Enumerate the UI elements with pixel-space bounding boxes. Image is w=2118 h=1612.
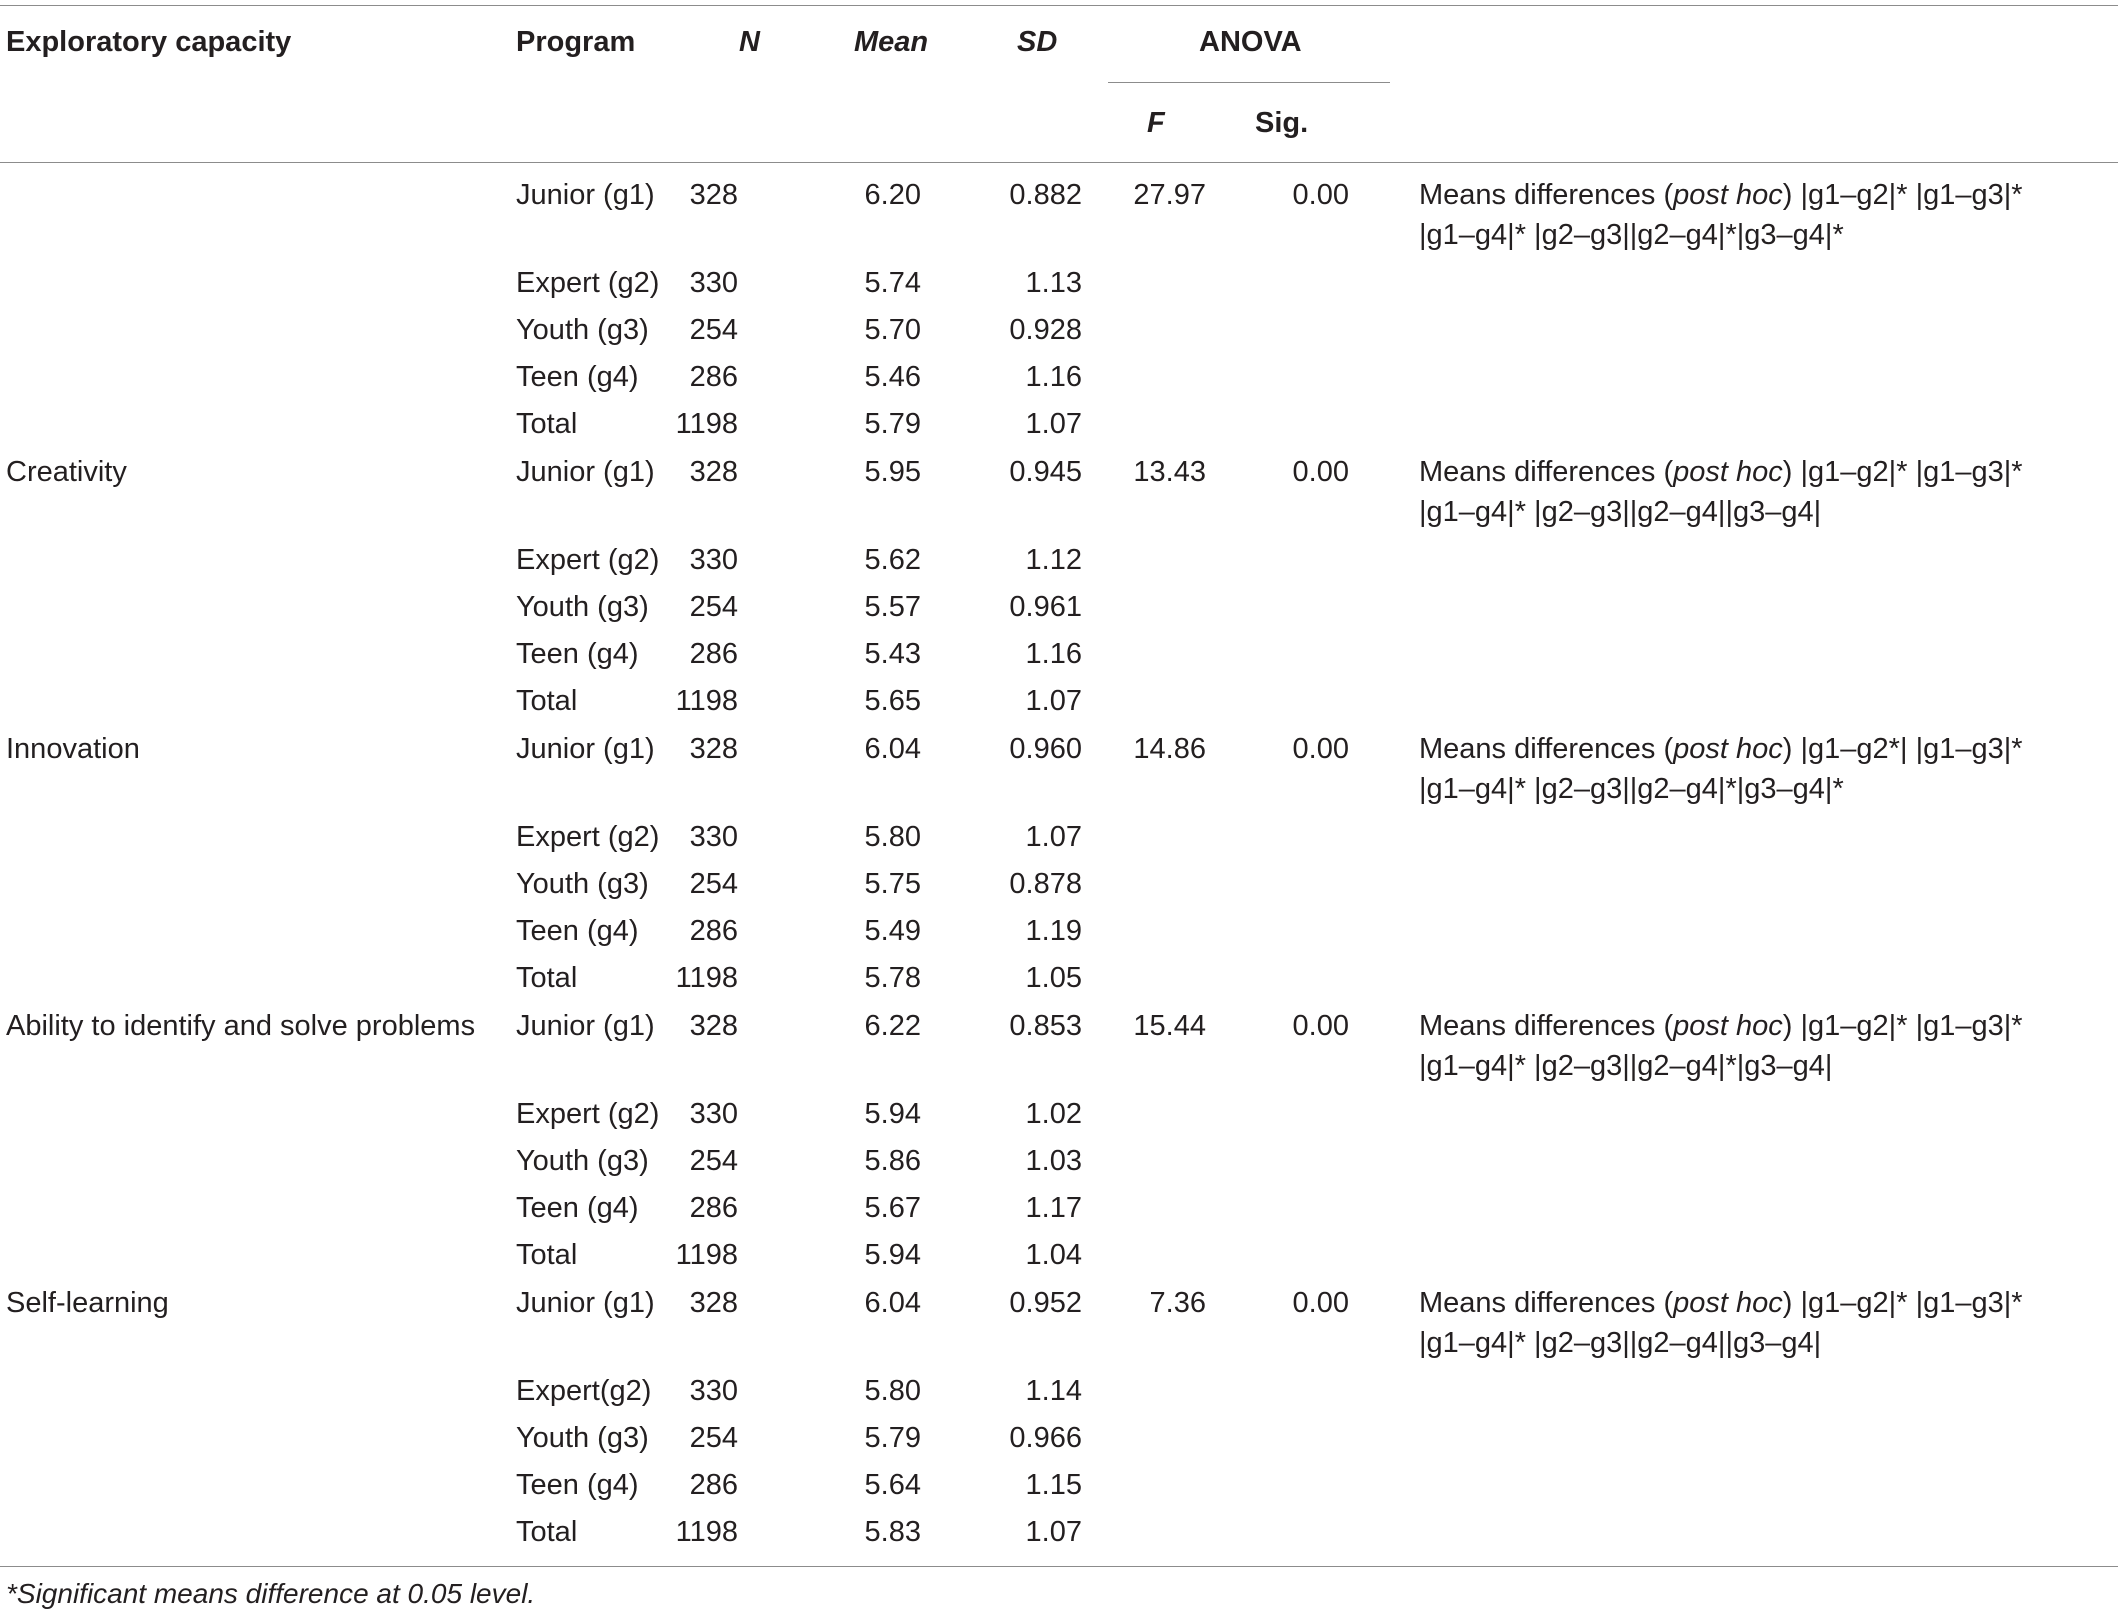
anova-f-value: 15.44: [1133, 1010, 1206, 1042]
n-cell: 286: [689, 1469, 738, 1501]
post-hoc-note-rest: ) |g1–g2|* |g1–g3|*: [1782, 1010, 2023, 1042]
post-hoc-note-line1: [1419, 1006, 2023, 1046]
program-cell: Youth (g3): [516, 314, 649, 346]
program-cell: Total: [516, 1239, 578, 1271]
anova-f-value: 14.86: [1133, 733, 1206, 765]
mean-cell: 5.79: [864, 1422, 921, 1454]
sd-cell: 1.07: [1025, 408, 1082, 440]
mean-cell: 5.86: [864, 1145, 921, 1177]
program-cell: Total: [516, 685, 578, 717]
mean-cell: 5.75: [864, 868, 921, 900]
post-hoc-note-line2: |g1–g4|* |g2–g3||g2–g4||g3–g4|: [1419, 496, 1822, 528]
post-hoc-note-line2: |g1–g4|* |g2–g3||g2–g4|*|g3–g4|*: [1419, 219, 1844, 251]
n-cell: 330: [689, 821, 738, 853]
mean-cell: 5.65: [864, 685, 921, 717]
post-hoc-note: [1419, 1006, 2023, 1086]
header-n: N: [739, 26, 760, 58]
sd-cell: 1.03: [1025, 1145, 1082, 1177]
n-cell: 330: [689, 1098, 738, 1130]
sd-cell: 1.07: [1025, 1516, 1082, 1548]
sd-cell: 1.16: [1025, 361, 1082, 393]
mean-cell: 6.22: [864, 1010, 921, 1042]
n-cell: 254: [689, 868, 738, 900]
sd-cell: 1.17: [1025, 1192, 1082, 1224]
mean-cell: 5.62: [864, 544, 921, 576]
anova-sig-value: 0.00: [1292, 1010, 1349, 1042]
post-hoc-note-prefix: Means differences (: [1419, 1287, 1674, 1319]
program-cell: Teen (g4): [516, 638, 639, 670]
post-hoc-note: [1419, 175, 2023, 255]
capacity-label: Creativity: [6, 456, 127, 488]
program-cell: Junior (g1): [516, 1010, 655, 1042]
table-top-rule: [0, 5, 2118, 6]
post-hoc-note-prefix: Means differences (: [1419, 733, 1674, 765]
sd-cell: 0.945: [1009, 456, 1082, 488]
mean-cell: 5.83: [864, 1516, 921, 1548]
mean-cell: 5.67: [864, 1192, 921, 1224]
program-cell: Teen (g4): [516, 361, 639, 393]
sd-cell: 1.07: [1025, 685, 1082, 717]
post-hoc-note-prefix: Means differences (: [1419, 179, 1674, 211]
program-cell: Teen (g4): [516, 915, 639, 947]
n-cell: 1198: [675, 1239, 738, 1271]
post-hoc-note-rest: ) |g1–g2|* |g1–g3|*: [1782, 456, 2023, 488]
mean-cell: 6.04: [864, 733, 921, 765]
n-cell: 254: [689, 1422, 738, 1454]
n-cell: 328: [689, 1287, 738, 1319]
sd-cell: 1.02: [1025, 1098, 1082, 1130]
post-hoc-italic: post hoc: [1673, 456, 1783, 488]
capacity-label: Ability to identify and solve problems: [6, 1010, 476, 1042]
n-cell: 328: [689, 179, 738, 211]
post-hoc-note-line1: [1419, 1283, 2023, 1323]
sd-cell: 1.05: [1025, 962, 1082, 994]
anova-sig-value: 0.00: [1292, 456, 1349, 488]
n-cell: 286: [689, 915, 738, 947]
sd-cell: 1.16: [1025, 638, 1082, 670]
program-cell: Junior (g1): [516, 456, 655, 488]
sd-cell: 1.14: [1025, 1375, 1082, 1407]
header-anova: ANOVA: [1199, 26, 1302, 58]
n-cell: 254: [689, 591, 738, 623]
n-cell: 328: [689, 456, 738, 488]
mean-cell: 5.64: [864, 1469, 921, 1501]
sd-cell: 1.07: [1025, 821, 1082, 853]
table-footnote: *Significant means difference at 0.05 level.: [6, 1578, 536, 1609]
program-cell: Youth (g3): [516, 868, 649, 900]
program-cell: Total: [516, 962, 578, 994]
mean-cell: 5.94: [864, 1098, 921, 1130]
anova-f-value: 7.36: [1149, 1287, 1206, 1319]
n-cell: 1198: [675, 685, 738, 717]
program-cell: Expert (g2): [516, 544, 660, 576]
program-cell: Junior (g1): [516, 733, 655, 765]
n-cell: 330: [689, 544, 738, 576]
mean-cell: 5.78: [864, 962, 921, 994]
program-cell: Teen (g4): [516, 1192, 639, 1224]
capacity-label: Innovation: [6, 733, 140, 765]
header-sd: SD: [1017, 26, 1058, 58]
post-hoc-note-rest: ) |g1–g2*| |g1–g3|*: [1782, 733, 2023, 765]
program-cell: Total: [516, 408, 578, 440]
post-hoc-italic: post hoc: [1673, 1287, 1783, 1319]
post-hoc-italic: post hoc: [1673, 733, 1783, 765]
sd-cell: 1.19: [1025, 915, 1082, 947]
post-hoc-note-line1: [1419, 729, 2023, 769]
program-cell: Youth (g3): [516, 1145, 649, 1177]
n-cell: 286: [689, 638, 738, 670]
anova-f-value: 13.43: [1133, 456, 1206, 488]
mean-cell: 5.43: [864, 638, 921, 670]
program-cell: Expert (g2): [516, 821, 660, 853]
post-hoc-italic: post hoc: [1673, 179, 1783, 211]
program-cell: Total: [516, 1516, 578, 1548]
mean-cell: 5.95: [864, 456, 921, 488]
post-hoc-note-line2: |g1–g4|* |g2–g3||g2–g4|*|g3–g4|: [1419, 1050, 1833, 1082]
mean-cell: 5.79: [864, 408, 921, 440]
anova-sig-value: 0.00: [1292, 733, 1349, 765]
n-cell: 254: [689, 314, 738, 346]
program-cell: Expert (g2): [516, 1098, 660, 1130]
sd-cell: 1.13: [1025, 267, 1082, 299]
capacity-label: Self-learning: [6, 1287, 169, 1319]
sd-cell: 0.882: [1009, 179, 1082, 211]
sd-cell: 1.04: [1025, 1239, 1082, 1271]
program-cell: Junior (g1): [516, 179, 655, 211]
mean-cell: 5.74: [864, 267, 921, 299]
sd-cell: 0.878: [1009, 868, 1082, 900]
sd-cell: 0.952: [1009, 1287, 1082, 1319]
post-hoc-note: [1419, 1283, 2023, 1363]
n-cell: 328: [689, 733, 738, 765]
mean-cell: 6.04: [864, 1287, 921, 1319]
n-cell: 328: [689, 1010, 738, 1042]
program-cell: Youth (g3): [516, 1422, 649, 1454]
mean-cell: 5.80: [864, 821, 921, 853]
post-hoc-note-line2: |g1–g4|* |g2–g3||g2–g4||g3–g4|: [1419, 1327, 1822, 1359]
post-hoc-italic: post hoc: [1673, 1010, 1783, 1042]
n-cell: 1198: [675, 1516, 738, 1548]
post-hoc-note-line2: |g1–g4|* |g2–g3||g2–g4|*|g3–g4|*: [1419, 773, 1844, 805]
n-cell: 254: [689, 1145, 738, 1177]
n-cell: 330: [689, 1375, 738, 1407]
sd-cell: 0.928: [1009, 314, 1082, 346]
mean-cell: 6.20: [864, 179, 921, 211]
header-program: Program: [516, 26, 636, 58]
post-hoc-note: [1419, 452, 2023, 532]
post-hoc-note-rest: ) |g1–g2|* |g1–g3|*: [1782, 179, 2023, 211]
n-cell: 1198: [675, 962, 738, 994]
n-cell: 286: [689, 1192, 738, 1224]
header-mean: Mean: [854, 26, 929, 58]
program-cell: Junior (g1): [516, 1287, 655, 1319]
post-hoc-note: [1419, 729, 2023, 809]
anova-sig-value: 0.00: [1292, 179, 1349, 211]
header-bottom-rule: [0, 162, 2118, 163]
post-hoc-note-line1: [1419, 452, 2023, 492]
n-cell: 1198: [675, 408, 738, 440]
post-hoc-note-prefix: Means differences (: [1419, 456, 1674, 488]
program-cell: Teen (g4): [516, 1469, 639, 1501]
mean-cell: 5.49: [864, 915, 921, 947]
anova-f-value: 27.97: [1133, 179, 1206, 211]
program-cell: Expert(g2): [516, 1375, 652, 1407]
sd-cell: 1.12: [1025, 544, 1082, 576]
program-cell: Youth (g3): [516, 591, 649, 623]
mean-cell: 5.70: [864, 314, 921, 346]
n-cell: 330: [689, 267, 738, 299]
mean-cell: 5.94: [864, 1239, 921, 1271]
sd-cell: 0.966: [1009, 1422, 1082, 1454]
post-hoc-note-line1: [1419, 175, 2023, 215]
post-hoc-note-rest: ) |g1–g2|* |g1–g3|*: [1782, 1287, 2023, 1319]
header-exploratory-capacity: Exploratory capacity: [6, 26, 292, 58]
table-bottom-rule: [0, 1566, 2118, 1567]
post-hoc-note-prefix: Means differences (: [1419, 1010, 1674, 1042]
header-sig: Sig.: [1255, 107, 1309, 139]
sd-cell: 0.960: [1009, 733, 1082, 765]
mean-cell: 5.46: [864, 361, 921, 393]
mean-cell: 5.57: [864, 591, 921, 623]
mean-cell: 5.80: [864, 1375, 921, 1407]
program-cell: Expert (g2): [516, 267, 660, 299]
sd-cell: 1.15: [1025, 1469, 1082, 1501]
n-cell: 286: [689, 361, 738, 393]
anova-sig-value: 0.00: [1292, 1287, 1349, 1319]
header-f: F: [1147, 107, 1165, 139]
sd-cell: 0.853: [1009, 1010, 1082, 1042]
sd-cell: 0.961: [1009, 591, 1082, 623]
anova-header-rule: [1108, 82, 1390, 83]
